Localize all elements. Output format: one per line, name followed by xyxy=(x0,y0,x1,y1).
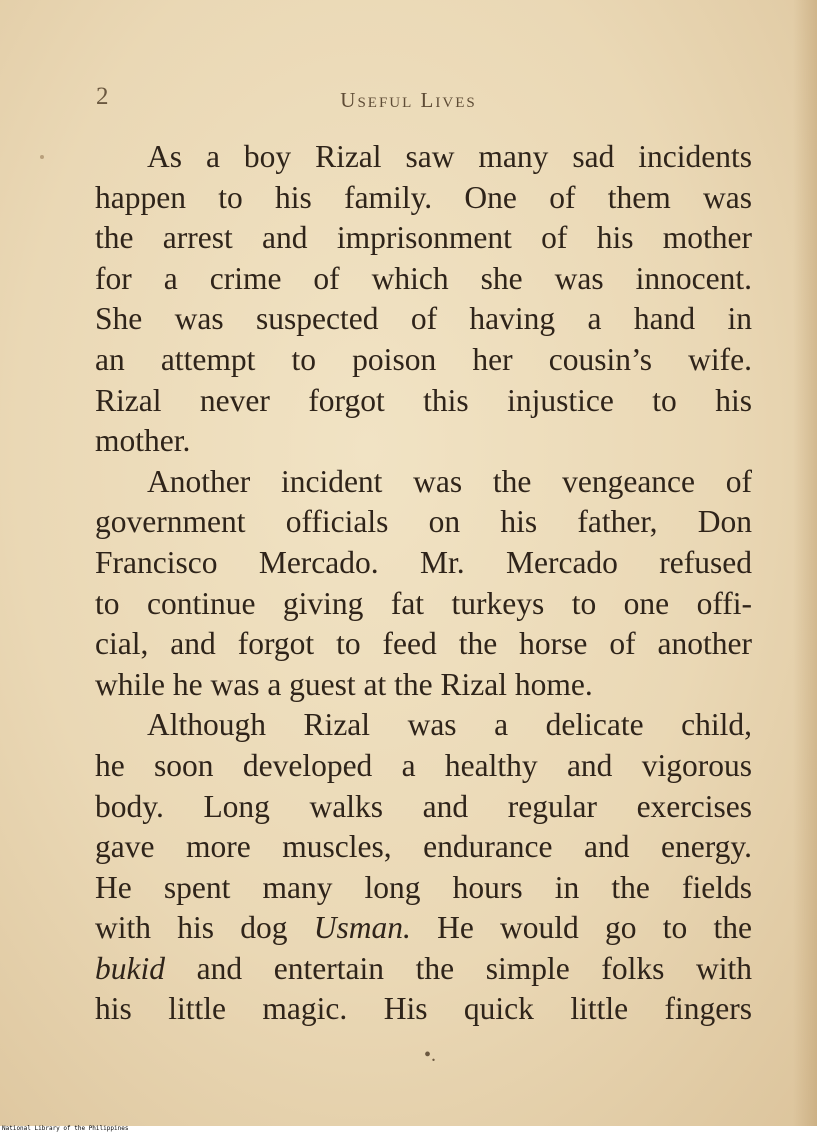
page-gutter-shadow xyxy=(793,0,817,1126)
running-head: Useful Lives xyxy=(340,88,477,112)
text-line: an attempt to poison her cousin’s wife. xyxy=(95,341,752,377)
text-run: with his dog xyxy=(95,910,314,946)
text-line: gave more muscles, endurance and energy. xyxy=(95,829,752,865)
paper-speck xyxy=(40,155,44,159)
text-line: Rizal never forgot this injustice to his xyxy=(95,382,752,418)
text-run: He would go to the xyxy=(410,910,752,946)
text-line: Another incident was the vengeance of xyxy=(147,463,752,499)
text-line: He spent many long hours in the fields xyxy=(95,869,752,905)
text-line: to continue giving fat turkeys to one offi- xyxy=(95,585,752,621)
text-line: mother. xyxy=(95,423,191,459)
text-line-mixed xyxy=(95,949,752,990)
body-text xyxy=(95,137,752,1030)
text-line: She was suspected of having a hand in xyxy=(95,301,752,337)
text-line: As a boy Rizal saw many sad incidents xyxy=(147,139,752,174)
text-line: the arrest and imprisonment of his mother xyxy=(95,220,752,256)
text-line: his little magic. His quick little fingers xyxy=(95,991,752,1027)
text-run: and entertain the simple folks with xyxy=(164,950,752,986)
text-line-mixed xyxy=(95,908,752,949)
text-line: government officials on his father, Don xyxy=(95,504,752,540)
text-line: happen to his family. One of them was xyxy=(95,179,752,215)
text-line: Francisco Mercado. Mr. Mercado refused xyxy=(95,544,752,580)
text-line: for a crime of which she was innocent. xyxy=(95,260,752,296)
italic-term: bukid xyxy=(95,950,165,986)
text-line: he soon developed a healthy and vigorous xyxy=(95,747,752,783)
text-line: cial, and forgot to feed the horse of another xyxy=(95,626,752,662)
text-line: while he was a guest at the Rizal home. xyxy=(95,666,593,702)
page-blemish: •. xyxy=(424,1044,437,1066)
text-line: Although Rizal was a delicate child, xyxy=(147,707,752,743)
italic-term: Usman. xyxy=(313,910,411,946)
footer-credit: National Library of the Philippines xyxy=(2,1125,129,1132)
page-number: 2 xyxy=(96,83,109,110)
text-line: body. Long walks and regular exercises xyxy=(95,788,752,824)
